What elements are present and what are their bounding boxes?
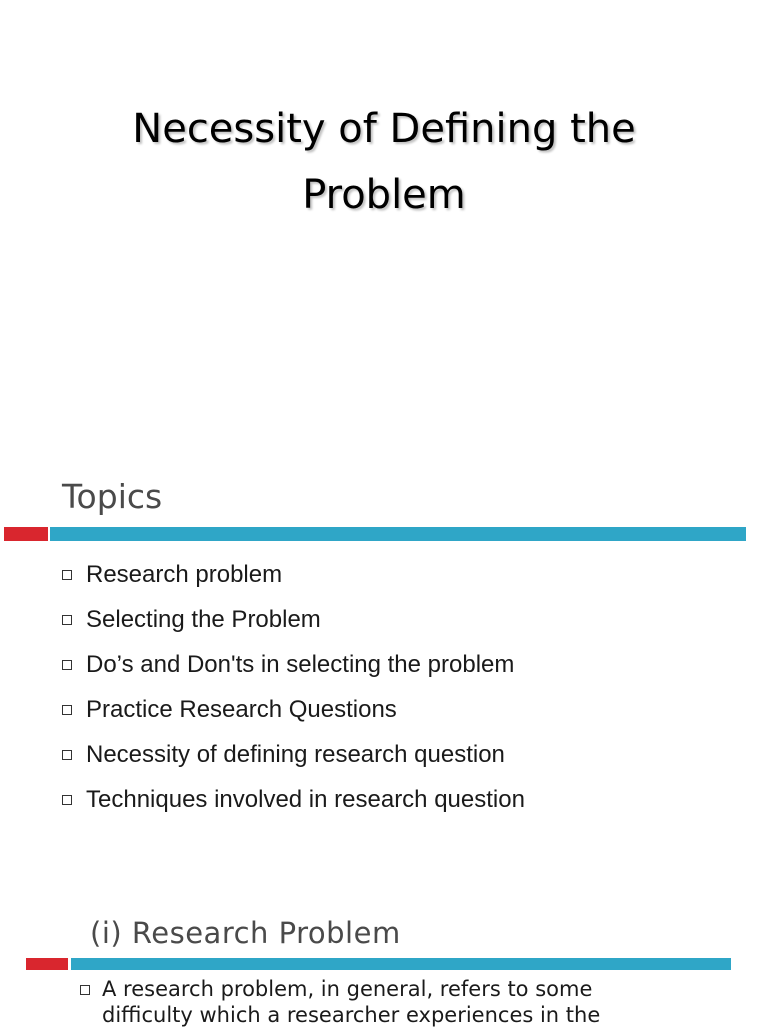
document-title <box>0 96 768 228</box>
heading-rule-red <box>4 527 48 541</box>
list-item-label: Techniques involved in research question <box>86 785 525 813</box>
square-bullet-icon <box>80 985 90 995</box>
list-item-text-line: A research problem, in general, refers to some <box>102 977 593 1001</box>
document-title-line-1: Necessity of Defining the <box>132 106 636 152</box>
heading-rule-blue <box>50 527 746 541</box>
square-bullet-icon <box>62 570 72 580</box>
list-item <box>62 552 525 597</box>
list-item <box>62 597 525 642</box>
square-bullet-icon <box>62 705 72 715</box>
topics-list <box>62 552 525 822</box>
list-item <box>80 976 700 1028</box>
square-bullet-icon <box>62 750 72 760</box>
research-problem-body <box>80 976 700 1028</box>
list-item-label: Do’s and Don'ts in selecting the problem <box>86 650 515 678</box>
list-item <box>62 777 525 822</box>
square-bullet-icon <box>62 795 72 805</box>
list-item <box>62 732 525 777</box>
list-item-label: Necessity of defining research question <box>86 740 505 768</box>
list-item <box>62 642 525 687</box>
list-item-text-line: difficulty which a researcher experiences in the <box>102 1003 601 1027</box>
list-item-label: Research problem <box>86 560 283 588</box>
list-item-label: Practice Research Questions <box>86 695 397 723</box>
square-bullet-icon <box>62 615 72 625</box>
heading-rule-blue <box>71 958 731 970</box>
topics-heading: Topics <box>62 477 163 516</box>
research-problem-heading: (i) Research Problem <box>90 916 401 950</box>
list-item-label: Selecting the Problem <box>86 605 321 633</box>
heading-rule-red <box>26 958 68 970</box>
list-item <box>62 687 525 732</box>
square-bullet-icon <box>62 660 72 670</box>
list-item-text <box>102 976 600 1028</box>
document-title-line-2: Problem <box>302 172 466 218</box>
